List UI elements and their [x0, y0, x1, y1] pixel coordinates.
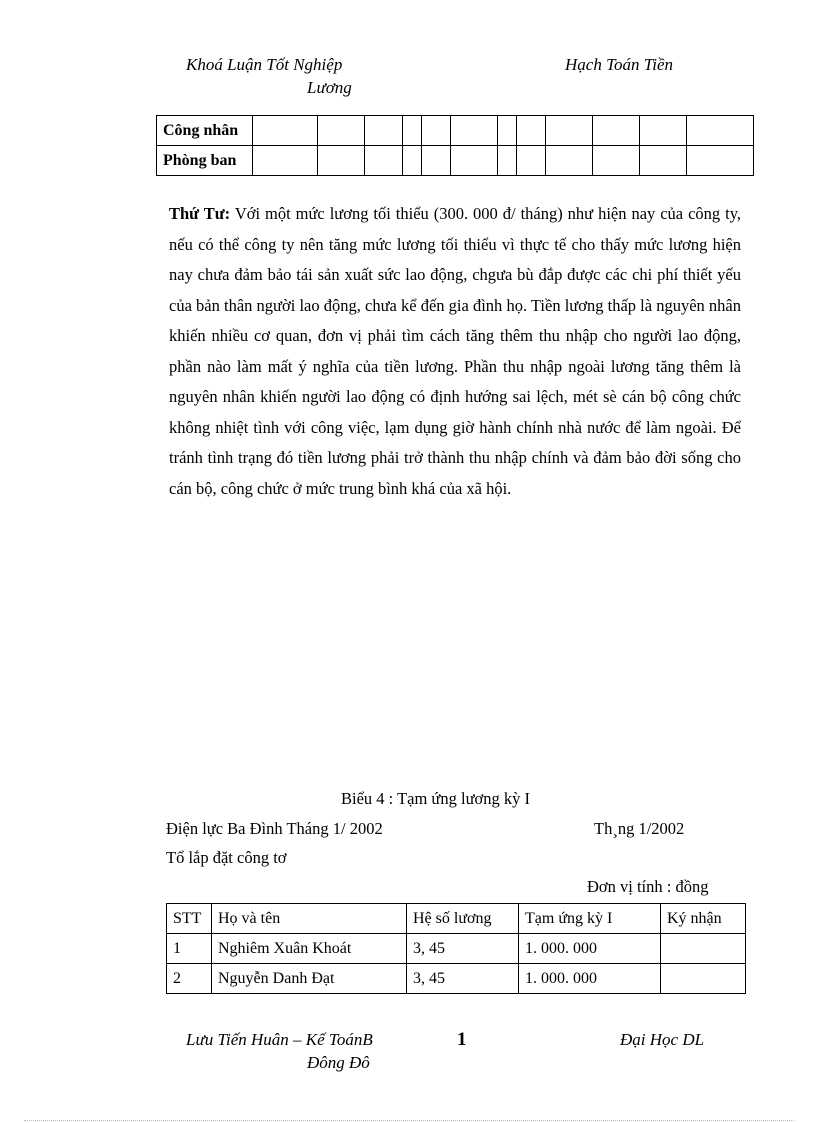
- paragraph-text: Với một mức lương tối thiểu (300. 000 đ/ tháng) như hiện nay của công ty, nếu có thể công ty nên tăng mức lương tối thiểu vì thực tế cho thấy mức lương hiện nay chưa đảm bảo tái sản xuất sức lao động, chgưa bù đắp được các chi phí thiết yếu của bản thân người lao động, chưa kể đến gia đình họ. Tiền lương thấp là nguyên nhân khiến nhiều cơ quan, đơn vị phải tìm cách tăng thêm thu nhập cho người lao động, phần nào làm mất ý nghĩa của tiền lương. Phần thu nhập ngoài lương tăng thêm là nguyên nhân khiến người lao động có định hướng sai lệch, mét sè cán bộ công chức không nhiệt tình với công việc, lạm dụng giờ hành chính nhà nước để làm ngoài. Để tránh tình trạng đó tiền lương phải trở thành thu nhập chính và đảm bảo đời sống cho cán bộ, công chức ở mức trung bình khá của xã hội.: [169, 204, 742, 498]
- table-cell: [422, 116, 451, 146]
- cell-name: Nguyễn Danh Đạt: [212, 964, 407, 994]
- header-left-title-cont: Lương: [307, 78, 352, 97]
- col-header-coefficient: Hệ số lương: [407, 904, 519, 934]
- table-cell: [318, 116, 365, 146]
- table-row: [157, 116, 754, 146]
- table-row: [167, 934, 746, 964]
- table-cell: [687, 116, 754, 146]
- table-cell: [546, 146, 593, 176]
- col-header-advance: Tạm ứng kỳ I: [519, 904, 661, 934]
- table-cell: [593, 116, 640, 146]
- table-cell: [640, 116, 687, 146]
- footer-author-cont: Đông Đô: [307, 1053, 370, 1072]
- cell-stt: 1: [167, 934, 212, 964]
- page-bottom-border: [24, 1120, 794, 1121]
- form-unit: Đơn vị tính : đồng: [587, 877, 709, 896]
- cell-advance: 1. 000. 000: [519, 934, 661, 964]
- table-cell: [318, 146, 365, 176]
- form-team: Tổ lắp đặt công tơ: [166, 848, 287, 867]
- form-title: Biểu 4 : Tạm ứng lương kỳ I: [341, 789, 531, 808]
- table-cell: [517, 116, 546, 146]
- table-cell: [517, 146, 546, 176]
- table-row: [167, 964, 746, 994]
- table-cell: [546, 116, 593, 146]
- row-label-cong-nhan: Công nhân: [157, 116, 253, 146]
- footer-author: Lưu Tiến Huân – Kế ToánB: [186, 1030, 373, 1049]
- table-cell: [403, 146, 422, 176]
- paragraph-lead: Thứ Tư:: [169, 204, 231, 223]
- top-table: [156, 115, 754, 176]
- table-cell: [451, 116, 498, 146]
- cell-advance: 1. 000. 000: [519, 964, 661, 994]
- table-header-row: [167, 904, 746, 934]
- table-cell: [498, 116, 517, 146]
- col-header-stt: STT: [167, 904, 212, 934]
- table-cell: [498, 146, 517, 176]
- table-cell: [365, 116, 403, 146]
- advance-table: [166, 903, 746, 994]
- form-org: Điện lực Ba Đình Tháng 1/ 2002: [166, 819, 383, 838]
- cell-name: Nghiêm Xuân Khoát: [212, 934, 407, 964]
- cell-stt: 2: [167, 964, 212, 994]
- page-number: 1: [457, 1029, 467, 1050]
- table-cell: [451, 146, 498, 176]
- table-cell: [640, 146, 687, 176]
- header-right-title: Hạch Toán Tiền: [565, 55, 674, 74]
- form-date: Th¸ng 1/2002: [594, 819, 685, 838]
- row-label-phong-ban: Phòng ban: [157, 146, 253, 176]
- header-left-title: Khoá Luận Tốt Nghiệp: [186, 55, 343, 74]
- table-cell: [253, 146, 318, 176]
- body-paragraph: [169, 199, 741, 504]
- table-cell: [593, 146, 640, 176]
- col-header-name: Họ và tên: [212, 904, 407, 934]
- table-row: [157, 146, 754, 176]
- cell-signature: [661, 964, 746, 994]
- table-cell: [365, 146, 403, 176]
- col-header-signature: Ký nhận: [661, 904, 746, 934]
- table-cell: [687, 146, 754, 176]
- cell-coefficient: 3, 45: [407, 934, 519, 964]
- cell-signature: [661, 934, 746, 964]
- cell-coefficient: 3, 45: [407, 964, 519, 994]
- footer-school: Đại Học DL: [620, 1030, 705, 1049]
- table-cell: [403, 116, 422, 146]
- table-cell: [422, 146, 451, 176]
- table-cell: [253, 116, 318, 146]
